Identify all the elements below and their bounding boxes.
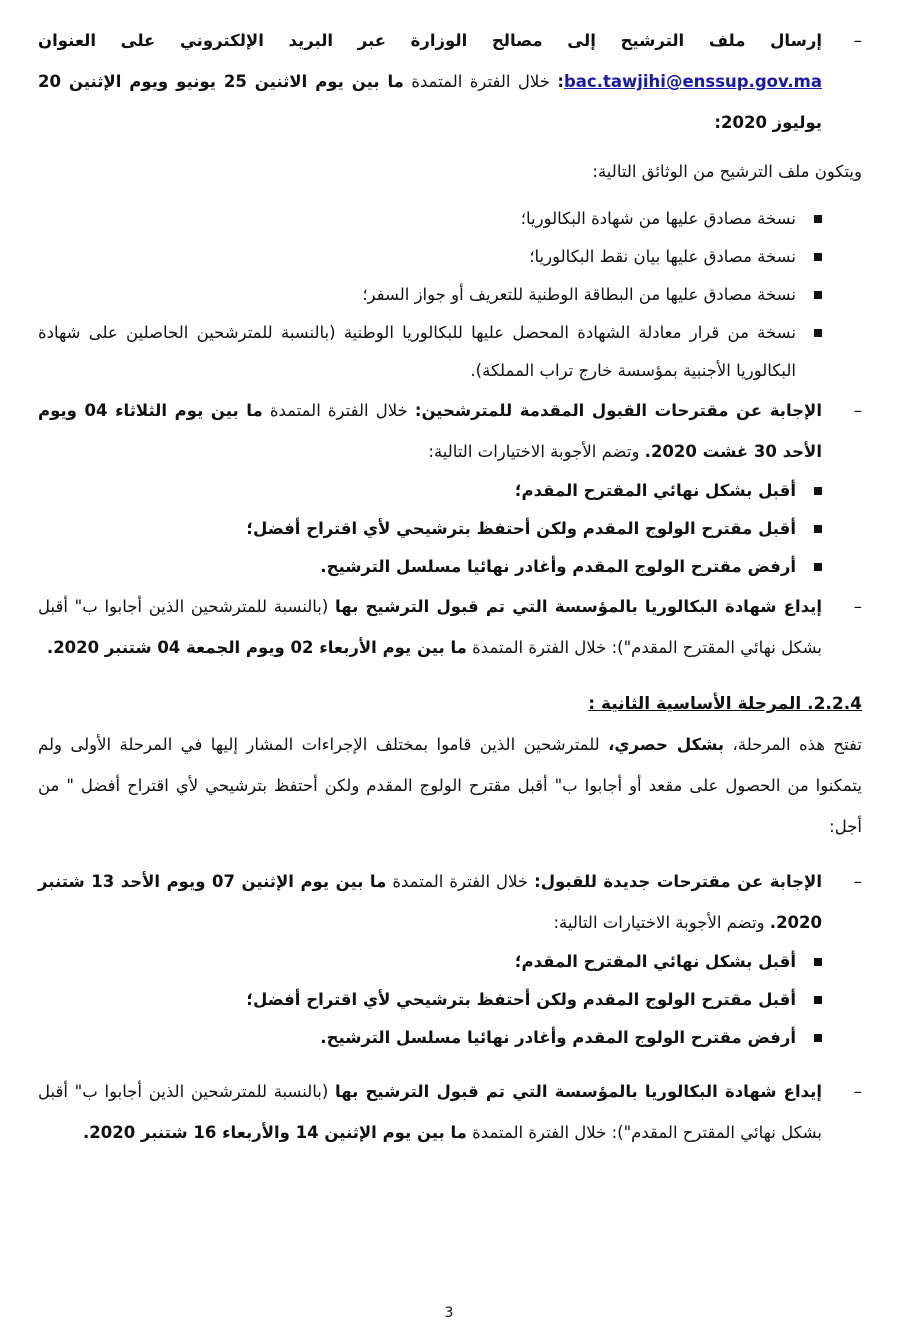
page-number: 3	[444, 1305, 454, 1321]
period-dates: ما بين يوم الثلاثاء 04 ويوم الأحد 30 غشت 2020.	[38, 401, 822, 461]
step-title: الإجابة عن مقترحات جديدة للقبول:	[534, 872, 822, 891]
step-title: الإجابة عن مقترحات القبول المقدمة للمترشحين:	[414, 401, 822, 420]
list-item: نسخة مصادق عليها بيان نقط البكالوريا؛	[38, 238, 822, 276]
period-dates: ما بين يوم الإثنين 07 ويوم الأحد 13 شتنبر 2020.	[38, 872, 822, 932]
list-item: أقبل بشكل نهائي المقترح المقدم؛	[38, 472, 822, 510]
section-intro: تفتح هذه المرحلة، بشكل حصري، للمترشحين الذين قاموا بمختلف الإجراءات المشار إليها في المرحلة الأولى ولم يتمكنوا من الحصول على مقعد أو أجابوا ب" أقبل مقترح الولوج المقدم ولكن أحتفظ بترشيحي لأي اقتراح أفضل " من أجل:	[38, 735, 862, 836]
step-deposit-certificate-2	[38, 1071, 862, 1153]
step-title: إرسال ملف الترشيح إلى مصالح الوزارة عبر البريد الإلكتروني على العنوان	[38, 31, 822, 50]
step-deposit-certificate	[38, 586, 862, 668]
document-page	[38, 20, 862, 1343]
list-item: نسخة من قرار معادلة الشهادة المحصل عليها للبكالوريا الوطنية (بالنسبة للمترشحين الحاصلين على شهادة البكالوريا الأجنبية بمؤسسة خارج تراب المملكة).	[38, 314, 822, 390]
choices-intro: وتضم الأجوبة الاختيارات التالية:	[553, 913, 770, 932]
period-text: خلال الفترة المتمدة	[403, 72, 558, 91]
step-note: (بالنسبة للمترشحين الذين أجابوا ب" أقبل بشكل نهائي المقترح المقدم"): خلال الفترة المتمدة	[38, 597, 822, 657]
step-title: إيداع شهادة البكالوريا بالمؤسسة التي تم قبول الترشيح بها	[335, 1082, 822, 1101]
period-dates: ما بين يوم الأربعاء 02 ويوم الجمعة 04 شتنبر 2020.	[46, 638, 467, 657]
period-text: خلال الفترة المتمدة	[262, 401, 415, 420]
list-item: أقبل بشكل نهائي المقترح المقدم؛	[38, 943, 822, 981]
email-link[interactable]: bac.tawjihi@enssup.gov.ma	[563, 72, 822, 91]
list-item: أرفض مقترح الولوج المقدم وأغادر نهائيا مسلسل الترشيح.	[38, 548, 822, 586]
choices-intro: وتضم الأجوبة الاختيارات التالية:	[428, 442, 645, 461]
choices-list-2	[38, 943, 862, 1057]
step-title: إيداع شهادة البكالوريا بالمؤسسة التي تم قبول الترشيح بها	[335, 597, 822, 616]
documents-list	[38, 200, 862, 390]
list-item: أرفض مقترح الولوج المقدم وأغادر نهائيا مسلسل الترشيح.	[38, 1019, 822, 1057]
list-item: نسخة مصادق عليها من البطاقة الوطنية للتعريف أو جواز السفر؛	[38, 276, 822, 314]
step-answer-proposals	[38, 390, 862, 472]
period-text: خلال الفترة المتمدة	[386, 872, 535, 891]
list-item: أقبل مقترح الولوج المقدم ولكن أحتفظ بترشيحي لأي اقتراح أفضل؛	[38, 981, 822, 1019]
colon: :	[557, 72, 564, 91]
documents-intro: ويتكون ملف الترشيح من الوثائق التالية:	[592, 162, 862, 181]
choices-list	[38, 472, 862, 586]
section-heading: 2.2.4. المرحلة الأساسية الثانية :	[588, 694, 862, 714]
list-item: أقبل مقترح الولوج المقدم ولكن أحتفظ بترشيحي لأي اقتراح أفضل؛	[38, 510, 822, 548]
list-item: نسخة مصادق عليها من شهادة البكالوريا؛	[38, 200, 822, 238]
step-note: (بالنسبة للمترشحين الذين أجابوا ب" أقبل بشكل نهائي المقترح المقدم"): خلال الفترة المتمدة	[38, 1082, 822, 1142]
step-answer-new-proposals	[38, 861, 862, 943]
period-dates: ما بين يوم الاثنين 25 يونيو ويوم الإثنين 20 يوليوز 2020:	[38, 72, 822, 132]
period-dates: ما بين يوم الإثنين 14 والأربعاء 16 شتنبر 2020.	[82, 1123, 467, 1142]
step-send-application	[38, 20, 862, 143]
